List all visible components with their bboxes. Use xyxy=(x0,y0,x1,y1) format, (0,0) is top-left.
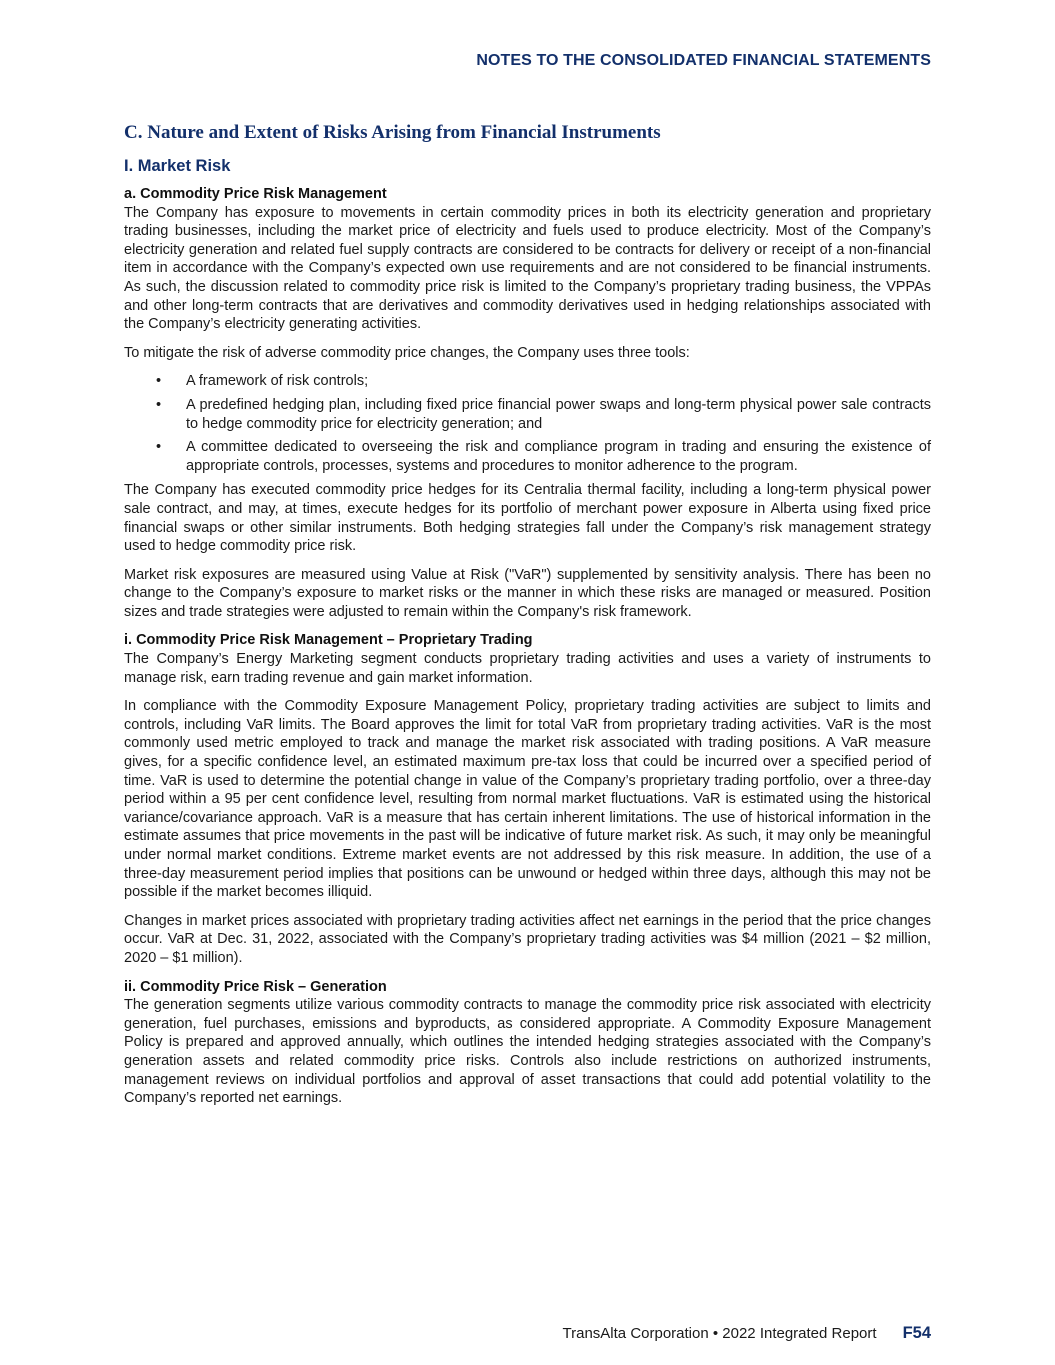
section-title: C. Nature and Extent of Risks Arising from Financial Instruments xyxy=(124,122,661,143)
paragraph: The Company has exposure to movements in certain commodity prices in both its electricity generation and proprietary trading businesses, including the market price of electricity and fuels used to produce electricity. Most of the Company’s electricity generation and related fuel supply contracts are considered to be contracts for delivery or receipt of a non-financial item in accordance with the Company’s expected own use requirements and are not considered to be financial instruments. As such, the discussion related to commodity price risk is limited to the Company’s proprietary trading business, the VPPAs and other long-term contracts that are derivatives and commodity derivatives used in hedging relationships associated with the Company’s electricity generating activities. xyxy=(124,204,931,333)
list-item-text: A framework of risk controls; xyxy=(186,373,369,390)
list-item xyxy=(124,396,931,433)
paragraph: Market risk exposures are measured using Value at Risk ("VaR") supplemented by sensitivity analysis. There has been no change to the Company’s exposure to market risks or the manner in which these risks are managed or measured. Position sizes and trade strategies were adjusted to remain within the Company's risk framework. xyxy=(124,566,931,620)
document-body xyxy=(124,122,931,1118)
heading-generation: ii. Commodity Price Risk – Generation xyxy=(124,978,387,995)
heading-commodity-price-risk-management: a. Commodity Price Risk Management xyxy=(124,186,387,202)
page-footer xyxy=(563,1324,931,1343)
bullet-icon: • xyxy=(156,396,162,413)
paragraph: Changes in market prices associated with proprietary trading activities affect net earnings in the period that the price changes occur. VaR at Dec. 31, 2022, associated with the Company’s proprietary trading activities was $4 million (2021 – $2 million, 2020 – $1 million). xyxy=(124,912,931,966)
paragraph: In compliance with the Commodity Exposure Management Policy, proprietary trading activities are subject to limits and controls, including VaR limits. The Board approves the limit for total VaR from proprietary trading activities. VaR is the most commonly used metric employed to track and manage the market risk associated with trading positions. A VaR measure gives, for a specific confidence level, an estimated maximum pre-tax loss that could be incurred over a specified period of time. VaR is used to determine the potential change in value of the Company’s proprietary trading portfolio, over a three-day period within a 95 per cent confidence level, resulting from normal market fluctuations. VaR is estimated using the historical variance/covariance approach. VaR is a measure that has certain inherent limitations. The use of historical information in the estimate assumes that price movements in the past will be indicative of future market risk. As such, it may only be meaningful under normal market conditions. Extreme market events are not addressed by this risk measure. In addition, the use of a three-day measurement period implies that positions can be unwound or hedged within three days, although this may not be possible if the market becomes illiquid. xyxy=(124,698,931,901)
list-item-text: A committee dedicated to overseeing the risk and compliance program in trading and ensuring the existence of appropriate controls, processes, systems and procedures to monitor adherence to the program. xyxy=(186,439,931,474)
paragraph: To mitigate the risk of adverse commodity price changes, the Company uses three tools: xyxy=(124,344,690,361)
paragraph: The generation segments utilize various commodity contracts to manage the commodity price risk associated with electricity generation, fuel purchases, emissions and byproducts, as considered appropriate. A Commodity Exposure Management Policy is prepared and approved annually, which outlines the intended hedging strategies associated with the Company’s generation assets and related commodity price risks. Controls also include restrictions on authorized instruments, management reviews on individual portfolios and approval of asset transactions that could add potential volatility to the Company’s reported net earnings. xyxy=(124,997,931,1107)
bullet-icon: • xyxy=(156,373,162,390)
page-header-title: NOTES TO THE CONSOLIDATED FINANCIAL STATEMENTS xyxy=(476,52,931,69)
page-number: F54 xyxy=(902,1324,931,1342)
bullet-list xyxy=(124,372,931,475)
footer-report-label: TransAlta Corporation • 2022 Integrated Report xyxy=(562,1325,877,1342)
bullet-icon: • xyxy=(156,439,162,456)
list-item xyxy=(124,372,931,391)
paragraph: The Company has executed commodity price hedges for its Centralia thermal facility, including a long-term physical power sale contract, and may, at times, execute hedges for its portfolio of merchant power exposure in Alberta using fixed price financial swaps or other similar instruments. Both hedging strategies fall under the Company’s risk management strategy used to hedge commodity price risk. xyxy=(124,482,931,555)
list-item xyxy=(124,438,931,475)
paragraph: The Company’s Energy Marketing segment conducts proprietary trading activities and uses a variety of instruments to manage risk, earn trading revenue and gain market information. xyxy=(124,651,931,686)
list-item-text: A predefined hedging plan, including fixed price financial power swaps and long-term physical power sale contracts to hedge commodity price for electricity generation; and xyxy=(186,396,931,432)
subsection-title: I. Market Risk xyxy=(124,157,231,175)
heading-proprietary-trading: i. Commodity Price Risk Management – Proprietary Trading xyxy=(124,632,533,649)
